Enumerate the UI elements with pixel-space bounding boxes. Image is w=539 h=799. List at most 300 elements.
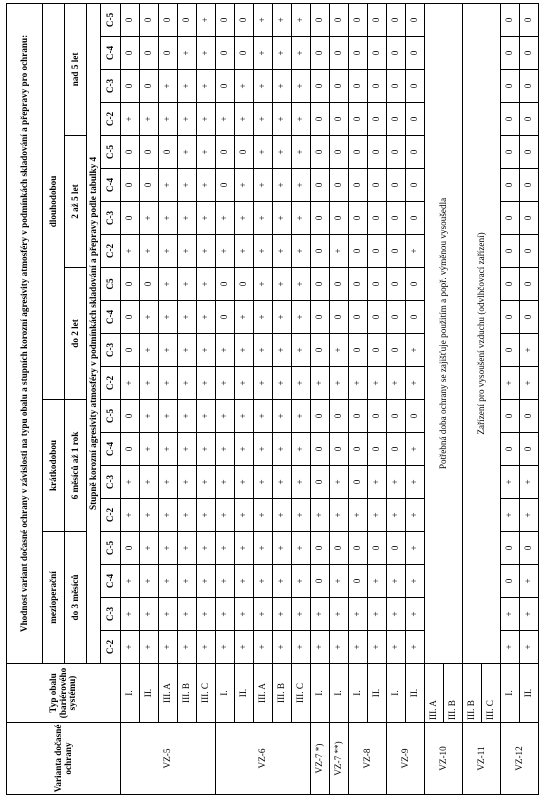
variant-cell: VZ-8 <box>349 723 387 795</box>
suitability-cell: + <box>197 334 216 367</box>
suitability-cell: 0 <box>520 235 539 268</box>
suitability-cell: + <box>311 598 330 631</box>
suitability-cell: + <box>254 598 273 631</box>
suitability-cell: + <box>292 433 311 466</box>
suitability-cell: 0 <box>520 400 539 433</box>
suitability-cell: 0 <box>311 70 330 103</box>
suitability-cell: + <box>387 466 406 499</box>
suitability-cell: 0 <box>216 37 235 70</box>
suitability-cell: + <box>254 400 273 433</box>
suitability-cell: 0 <box>349 235 368 268</box>
suitability-cell: + <box>406 334 425 367</box>
variant-cell: VZ-9 <box>387 723 425 795</box>
type-cell: II. <box>406 664 425 723</box>
suitability-cell: + <box>292 301 311 334</box>
suitability-cell: 0 <box>520 532 539 565</box>
suitability-cell: + <box>254 3 273 36</box>
suitability-cell: + <box>159 169 178 202</box>
suitability-cell: + <box>235 466 254 499</box>
table-row <box>387 3 406 794</box>
suitability-cell: + <box>311 631 330 664</box>
suitability-cell: 0 <box>178 3 197 36</box>
suitability-cell: + <box>368 631 387 664</box>
suitability-cell: 0 <box>520 70 539 103</box>
corrosivity-col-header: C-3 <box>101 598 121 631</box>
suitability-cell: + <box>406 532 425 565</box>
suitability-cell: + <box>197 103 216 136</box>
suitability-cell: + <box>140 367 159 400</box>
suitability-cell: 0 <box>501 268 520 301</box>
suitability-cell: 0 <box>349 466 368 499</box>
suitability-cell: + <box>273 3 292 36</box>
suitability-cell: 0 <box>140 169 159 202</box>
suitability-cell: 0 <box>311 235 330 268</box>
suitability-cell: + <box>273 70 292 103</box>
suitability-cell: 0 <box>501 532 520 565</box>
suitability-cell: + <box>254 565 273 598</box>
suitability-cell: + <box>235 103 254 136</box>
suitability-cell: + <box>501 367 520 400</box>
corrosivity-col-header: C-2 <box>101 367 121 400</box>
suitability-cell: + <box>121 565 140 598</box>
suitability-cell: + <box>501 499 520 532</box>
suitability-cell: 0 <box>330 301 349 334</box>
variant-cell: VZ-7 *) <box>311 723 330 795</box>
suitability-cell: + <box>235 169 254 202</box>
suitability-cell: + <box>159 202 178 235</box>
corrosivity-col-header: C-3 <box>101 466 121 499</box>
suitability-cell: 0 <box>311 532 330 565</box>
suitability-cell: + <box>159 565 178 598</box>
type-cell: III. B <box>273 664 292 723</box>
suitability-cell: 0 <box>330 103 349 136</box>
suitability-cell: + <box>292 532 311 565</box>
suitability-cell: 0 <box>520 169 539 202</box>
suitability-cell: 0 <box>387 433 406 466</box>
suitability-cell: + <box>292 268 311 301</box>
suitability-cell: + <box>273 532 292 565</box>
suitability-cell: + <box>520 598 539 631</box>
suitability-cell: + <box>254 631 273 664</box>
suitability-cell: + <box>254 70 273 103</box>
type-cell: III. B <box>178 664 197 723</box>
suitability-cell: 0 <box>368 3 387 36</box>
suitability-cell: + <box>273 466 292 499</box>
suitability-cell: 0 <box>349 70 368 103</box>
suitability-cell: 0 <box>406 268 425 301</box>
suitability-cell: 0 <box>349 3 368 36</box>
suitability-cell: 0 <box>235 37 254 70</box>
suitability-cell: + <box>140 631 159 664</box>
suitability-cell: + <box>311 499 330 532</box>
suitability-cell: + <box>292 499 311 532</box>
suitability-cell: + <box>235 334 254 367</box>
suitability-cell: + <box>235 400 254 433</box>
suitability-cell: 0 <box>387 400 406 433</box>
suitability-cell: 0 <box>368 37 387 70</box>
table-row <box>501 3 520 794</box>
suitability-cell: + <box>216 565 235 598</box>
table-row <box>197 3 216 794</box>
type-cell: I. <box>311 664 330 723</box>
suitability-cell: 0 <box>406 169 425 202</box>
suitability-cell: + <box>254 169 273 202</box>
suitability-cell: + <box>292 3 311 36</box>
suitability-cell: + <box>273 334 292 367</box>
suitability-cell: 0 <box>501 334 520 367</box>
suitability-cell: + <box>121 235 140 268</box>
corrosivity-col-header: C-5 <box>101 400 121 433</box>
suitability-cell: + <box>254 532 273 565</box>
suitability-cell: + <box>273 169 292 202</box>
suitability-cell: + <box>216 334 235 367</box>
suitability-cell: + <box>406 598 425 631</box>
suitability-cell: + <box>235 433 254 466</box>
type-cell: III. B <box>463 664 482 723</box>
suitability-cell: + <box>520 565 539 598</box>
suitability-cell: + <box>159 301 178 334</box>
suitability-cell: + <box>273 103 292 136</box>
suitability-cell: + <box>368 367 387 400</box>
suitability-cell: + <box>140 598 159 631</box>
suitability-cell: + <box>368 466 387 499</box>
suitability-cell: 0 <box>216 70 235 103</box>
suitability-cell: 0 <box>121 70 140 103</box>
suitability-cell: 0 <box>501 169 520 202</box>
suitability-cell: 0 <box>349 103 368 136</box>
suitability-cell: + <box>273 499 292 532</box>
suitability-cell: + <box>216 499 235 532</box>
suitability-cell: + <box>121 631 140 664</box>
suitability-cell: 0 <box>349 334 368 367</box>
suitability-cell: + <box>216 103 235 136</box>
suitability-cell: + <box>349 499 368 532</box>
suitability-cell: + <box>216 598 235 631</box>
corrosivity-col-header: C5 <box>101 268 121 301</box>
variant-cell: VZ-5 <box>121 723 216 795</box>
suitability-cell: + <box>292 598 311 631</box>
period-1: do 3 měsíců <box>65 532 87 664</box>
suitability-cell: 0 <box>330 400 349 433</box>
type-cell: I. <box>501 664 520 723</box>
suitability-cell: + <box>520 466 539 499</box>
suitability-cell: + <box>273 235 292 268</box>
suitability-cell: + <box>178 565 197 598</box>
suitability-cell: 0 <box>121 301 140 334</box>
suitability-cell: 0 <box>349 136 368 169</box>
suitability-cell: 0 <box>387 3 406 36</box>
suitability-cell: 0 <box>140 37 159 70</box>
variant-cell: VZ-11 <box>463 723 501 795</box>
suitability-cell: 0 <box>159 136 178 169</box>
suitability-cell: + <box>292 235 311 268</box>
suitability-cell: + <box>197 598 216 631</box>
table-row <box>349 3 368 794</box>
suitability-header: Vhodnost variant dočasné ochrany v závislosti na typu obalu a stupních korozní agresivity atmosféry v podmínkách skladování a přepravy pro ochranu: <box>7 3 43 663</box>
suitability-cell: + <box>197 631 216 664</box>
suitability-cell: + <box>159 334 178 367</box>
suitability-cell: + <box>292 334 311 367</box>
suitability-cell: + <box>216 367 235 400</box>
desiccant-note: Potřebná doba ochrany se zajišťuje použitím a popř. výměnou vysoušedla <box>425 3 463 663</box>
suitability-cell: 0 <box>501 202 520 235</box>
suitability-cell: + <box>254 268 273 301</box>
suitability-cell: + <box>235 235 254 268</box>
suitability-cell: + <box>216 532 235 565</box>
suitability-cell: 0 <box>501 301 520 334</box>
suitability-cell: + <box>159 103 178 136</box>
table-row <box>140 3 159 794</box>
suitability-cell: 0 <box>387 301 406 334</box>
suitability-cell: 0 <box>406 3 425 36</box>
suitability-cell: 0 <box>501 37 520 70</box>
suitability-cell: + <box>406 367 425 400</box>
suitability-cell: 0 <box>311 433 330 466</box>
suitability-cell: 0 <box>387 37 406 70</box>
corrosivity-col-header: C-5 <box>101 532 121 565</box>
suitability-cell: + <box>235 598 254 631</box>
suitability-cell: 0 <box>121 169 140 202</box>
suitability-cell: 0 <box>349 532 368 565</box>
suitability-cell: 0 <box>311 169 330 202</box>
suitability-cell: + <box>178 367 197 400</box>
suitability-cell: 0 <box>349 37 368 70</box>
suitability-cell: 0 <box>349 301 368 334</box>
suitability-cell: 0 <box>387 202 406 235</box>
suitability-cell: + <box>387 565 406 598</box>
suitability-cell: 0 <box>387 268 406 301</box>
type-cell: II. <box>235 664 254 723</box>
suitability-cell: + <box>292 631 311 664</box>
type-cell: II. <box>140 664 159 723</box>
suitability-cell: + <box>330 565 349 598</box>
suitability-cell: 0 <box>406 37 425 70</box>
suitability-cell: + <box>159 235 178 268</box>
suitability-cell: 0 <box>330 532 349 565</box>
suitability-cell: + <box>216 466 235 499</box>
suitability-cell: + <box>197 136 216 169</box>
interop-header: mezioperační <box>43 532 65 664</box>
type-cell: I. <box>121 664 140 723</box>
period-2: 6 měsíců až 1 rok <box>65 400 87 532</box>
suitability-cell: + <box>273 268 292 301</box>
suitability-cell: + <box>197 433 216 466</box>
type-cell: I. <box>216 664 235 723</box>
table-row <box>330 3 349 794</box>
suitability-cell: + <box>216 400 235 433</box>
suitability-cell: + <box>330 466 349 499</box>
suitability-cell: + <box>387 499 406 532</box>
suitability-cell: 0 <box>311 400 330 433</box>
suitability-cell: 0 <box>330 268 349 301</box>
suitability-cell: 0 <box>501 400 520 433</box>
suitability-cell: 0 <box>216 301 235 334</box>
suitability-cell: + <box>387 631 406 664</box>
suitability-cell: + <box>406 499 425 532</box>
suitability-cell: 0 <box>406 301 425 334</box>
corrosivity-col-header: C-2 <box>101 235 121 268</box>
suitability-cell: 0 <box>216 169 235 202</box>
suitability-cell: + <box>273 565 292 598</box>
suitability-cell: 0 <box>520 37 539 70</box>
suitability-cell: 0 <box>121 334 140 367</box>
suitability-cell: + <box>292 70 311 103</box>
corrosivity-col-header: C-3 <box>101 70 121 103</box>
table-row <box>406 3 425 794</box>
suitability-cell: + <box>406 631 425 664</box>
suitability-cell: + <box>159 268 178 301</box>
suitability-cell: 0 <box>330 202 349 235</box>
suitability-cell: + <box>330 334 349 367</box>
suitability-cell: + <box>273 631 292 664</box>
suitability-cell: + <box>273 367 292 400</box>
corrosivity-col-header: C-3 <box>101 202 121 235</box>
suitability-cell: + <box>197 235 216 268</box>
suitability-cell: + <box>273 400 292 433</box>
suitability-cell: + <box>330 631 349 664</box>
suitability-cell: 0 <box>121 268 140 301</box>
suitability-cell: + <box>140 433 159 466</box>
table-row <box>216 3 235 794</box>
suitability-cell: + <box>140 334 159 367</box>
suitability-cell: + <box>178 400 197 433</box>
suitability-cell: + <box>159 433 178 466</box>
suitability-cell: 0 <box>311 103 330 136</box>
suitability-cell: + <box>292 169 311 202</box>
suitability-cell: + <box>140 532 159 565</box>
type-cell: III. C <box>292 664 311 723</box>
suitability-cell: 0 <box>121 3 140 36</box>
suitability-cell: + <box>197 301 216 334</box>
suitability-cell: 0 <box>216 268 235 301</box>
table-row <box>273 3 292 794</box>
suitability-cell: + <box>501 598 520 631</box>
suitability-cell: 0 <box>501 3 520 36</box>
suitability-cell: + <box>235 631 254 664</box>
suitability-cell: + <box>254 499 273 532</box>
suitability-cell: + <box>292 367 311 400</box>
suitability-cell: 0 <box>520 136 539 169</box>
suitability-cell: + <box>178 103 197 136</box>
suitability-cell: + <box>406 235 425 268</box>
suitability-cell: + <box>254 235 273 268</box>
suitability-cell: + <box>330 598 349 631</box>
suitability-cell: + <box>178 70 197 103</box>
suitability-cell: + <box>368 565 387 598</box>
suitability-cell: 0 <box>368 334 387 367</box>
corrosivity-col-header: C-3 <box>101 334 121 367</box>
suitability-cell: + <box>197 400 216 433</box>
type-cell: III. B <box>444 664 463 723</box>
corrosivity-col-header: C-4 <box>101 433 121 466</box>
suitability-cell: 0 <box>387 169 406 202</box>
suitability-cell: + <box>368 499 387 532</box>
suitability-cell: + <box>273 37 292 70</box>
suitability-cell: + <box>178 598 197 631</box>
suitability-cell: 0 <box>368 136 387 169</box>
suitability-cell: + <box>178 631 197 664</box>
suitability-cell: 0 <box>330 37 349 70</box>
suitability-cell: + <box>330 499 349 532</box>
suitability-cell: + <box>178 433 197 466</box>
suitability-cell: + <box>159 367 178 400</box>
suitability-cell: + <box>216 631 235 664</box>
suitability-cell: + <box>140 202 159 235</box>
suitability-cell: 0 <box>368 433 387 466</box>
suitability-cell: + <box>178 202 197 235</box>
table-row <box>178 3 197 794</box>
corrosivity-col-header: C-4 <box>101 37 121 70</box>
suitability-cell: 0 <box>368 268 387 301</box>
short-term-header: krátkodobou <box>43 400 65 532</box>
type-cell: II. <box>520 664 539 723</box>
variant-cell: VZ-10 <box>425 723 463 795</box>
suitability-cell: 0 <box>330 70 349 103</box>
suitability-cell: 0 <box>501 136 520 169</box>
suitability-cell: 0 <box>501 235 520 268</box>
suitability-cell: 0 <box>159 3 178 36</box>
table-row <box>292 3 311 794</box>
variant-cell: VZ-7 **) <box>330 723 349 795</box>
suitability-cell: + <box>140 499 159 532</box>
corrosivity-col-header: C-2 <box>101 103 121 136</box>
variant-cell: VZ-6 <box>216 723 311 795</box>
suitability-cell: + <box>254 433 273 466</box>
table-row <box>159 3 178 794</box>
suitability-cell: + <box>197 3 216 36</box>
table-row <box>121 3 140 794</box>
suitability-cell: 0 <box>121 37 140 70</box>
suitability-cell: + <box>235 565 254 598</box>
suitability-cell: 0 <box>501 433 520 466</box>
suitability-cell: + <box>254 466 273 499</box>
suitability-cell: 0 <box>159 37 178 70</box>
table-row <box>311 3 330 794</box>
suitability-cell: + <box>121 499 140 532</box>
suitability-cell: 0 <box>520 433 539 466</box>
suitability-cell: 0 <box>121 400 140 433</box>
suitability-cell: + <box>140 565 159 598</box>
suitability-cell: + <box>330 367 349 400</box>
suitability-cell: 0 <box>387 136 406 169</box>
suitability-cell: 0 <box>311 202 330 235</box>
suitability-cell: + <box>254 301 273 334</box>
suitability-cell: 0 <box>349 202 368 235</box>
suitability-cell: + <box>501 631 520 664</box>
suitability-cell: 0 <box>387 103 406 136</box>
suitability-cell: 0 <box>520 301 539 334</box>
corrosivity-col-header: C-2 <box>101 631 121 664</box>
suitability-cell: 0 <box>349 433 368 466</box>
suitability-cell: 0 <box>311 136 330 169</box>
suitability-cell: 0 <box>140 136 159 169</box>
period-4: 2 až 5 let <box>65 136 87 268</box>
suitability-cell: + <box>387 598 406 631</box>
suitability-cell: 0 <box>330 136 349 169</box>
table-row <box>254 3 273 794</box>
suitability-cell: 0 <box>406 136 425 169</box>
suitability-cell: 0 <box>520 268 539 301</box>
table-row <box>235 3 254 794</box>
suitability-cell: + <box>520 499 539 532</box>
corrosivity-header: Stupně korozní agresivity atmosféry v podmínkách skladování a přepravy podle tabulky 4 <box>87 3 101 663</box>
suitability-cell: + <box>159 532 178 565</box>
suitability-cell: + <box>273 598 292 631</box>
suitability-cell: + <box>178 136 197 169</box>
suitability-cell: + <box>273 202 292 235</box>
suitability-cell: + <box>197 532 216 565</box>
suitability-cell: + <box>368 598 387 631</box>
